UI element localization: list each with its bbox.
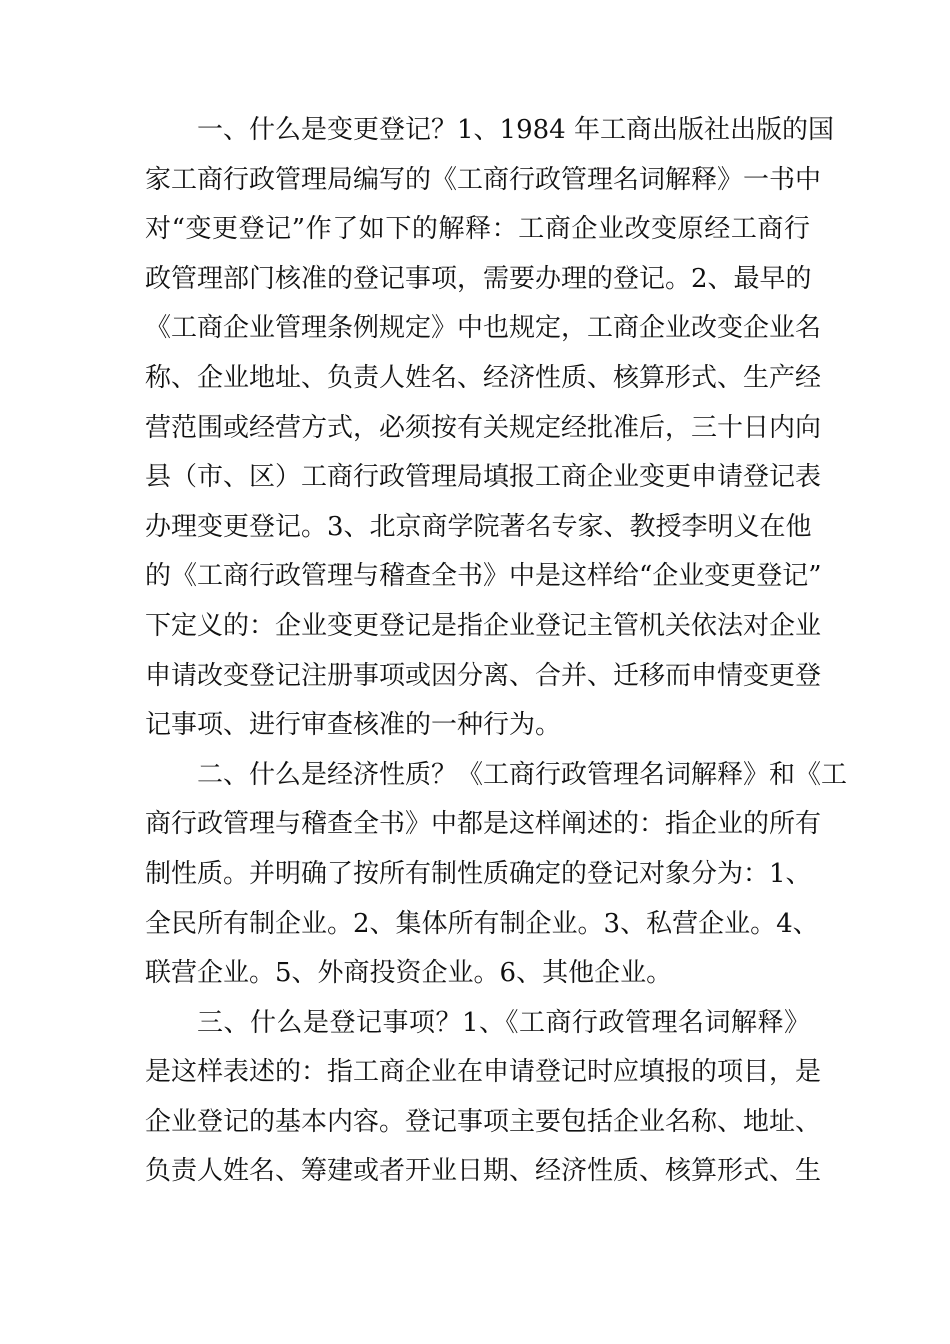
paragraph-1-line-7: 营范围或经营方式，必须按有关规定经批准后，三十日内向: [145, 412, 822, 443]
paragraph-3-line-2: 是这样表述的：指工商企业在申请登记时应填报的项目，是: [145, 1057, 822, 1088]
paragraph-3-line-3: 企业登记的基本内容。登记事项主要包括企业名称、地址、: [145, 1106, 822, 1137]
paragraph-2-line-1: 二、什么是经济性质？《工商行政管理名词解释》和《工: [197, 759, 848, 790]
paragraph-1-line-13: 记事项、进行审查核准的一种行为。: [145, 710, 562, 741]
paragraph-3-line-4: 负责人姓名、筹建或者开业日期、经济性质、核算形式、生: [145, 1156, 822, 1187]
paragraph-1-line-10: 的《工商行政管理与稽查全书》中是这样给“企业变更登记”: [145, 561, 822, 592]
document-body: [145, 106, 848, 1197]
paragraph-1-line-5: 《工商企业管理条例规定》中也规定，工商企业改变企业名: [145, 313, 822, 344]
paragraph-1-line-1: 一、什么是变更登记？1、1984 年工商出版社出版的国: [197, 115, 834, 145]
paragraph-2-line-4: 全民所有制企业。2、集体所有制企业。3、私营企业。4、: [145, 908, 819, 939]
paragraph-1-line-12: 申请改变登记注册事项或因分离、合并、迁移而申情变更登: [145, 660, 822, 691]
paragraph-1-line-2: 家工商行政管理局编写的《工商行政管理名词解释》一书中: [145, 164, 822, 195]
paragraph-1-line-4: 政管理部门核准的登记事项，需要办理的登记。2、最早的: [145, 263, 812, 294]
paragraph-1-line-8: 县（市、区）工商行政管理局填报工商企业变更申请登记表: [145, 462, 822, 493]
paragraph-2-line-5: 联营企业。5、外商投资企业。6、其他企业。: [145, 958, 673, 989]
paragraph-3-line-1: 三、什么是登记事项？1、《工商行政管理名词解释》: [197, 1007, 810, 1038]
paragraph-1-line-11: 下定义的：企业变更登记是指企业登记主管机关依法对企业: [145, 610, 822, 641]
paragraph-1-line-6: 称、企业地址、负责人姓名、经济性质、核算形式、生产经: [145, 362, 822, 393]
paragraph-2-line-3: 制性质。并明确了按所有制性质确定的登记对象分为：1、: [145, 858, 812, 889]
paragraph-1-line-3: 对“变更登记”作了如下的解释：工商企业改变原经工商行: [145, 214, 810, 245]
paragraph-1-line-9: 办理变更登记。3、北京商学院著名专家、教授李明义在他: [145, 511, 812, 542]
paragraph-2-line-2: 商行政管理与稽查全书》中都是这样阐述的：指企业的所有: [145, 809, 822, 840]
